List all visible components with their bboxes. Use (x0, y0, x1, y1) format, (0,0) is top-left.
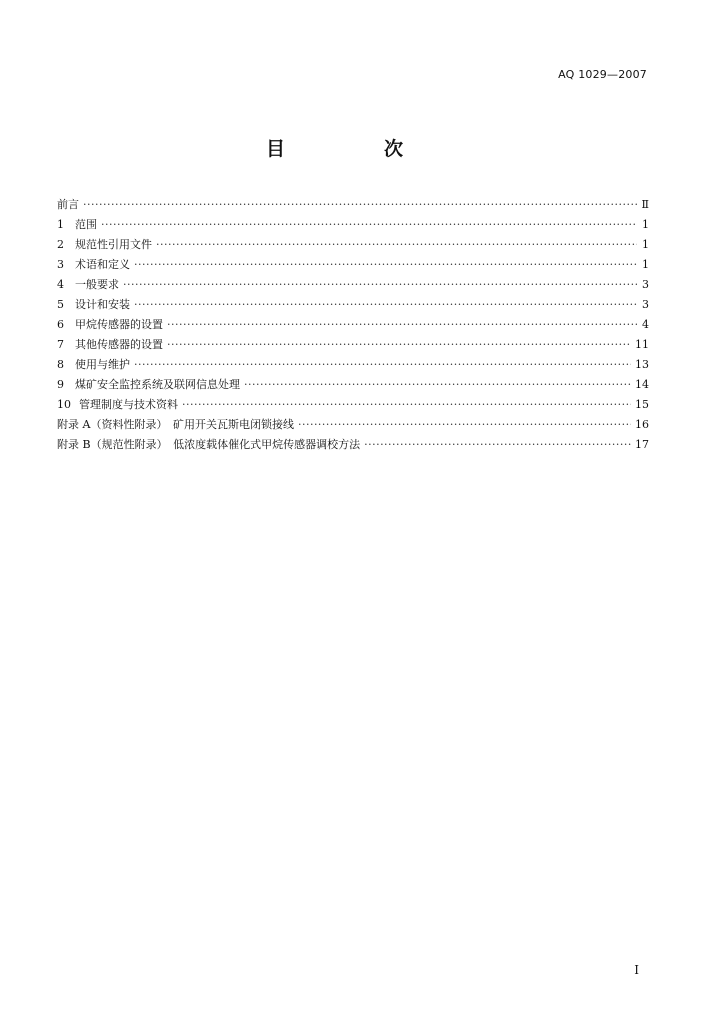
toc-entry-page: 16 (635, 418, 649, 431)
toc-entry-page: 3 (642, 298, 649, 311)
toc-entry[interactable] (57, 295, 649, 315)
toc-entry-page: 1 (642, 238, 649, 251)
toc-entry-page: 1 (642, 258, 649, 271)
toc-entry[interactable] (57, 195, 649, 215)
toc-dot-leader (101, 215, 637, 235)
toc-entry-number: 1 (57, 218, 64, 231)
toc-entry-label: 规范性引用文件 (75, 238, 152, 251)
toc-entry-number: 8 (57, 358, 64, 371)
toc-entry-label: 管理制度与技术资料 (79, 398, 178, 411)
toc-entry-number: 4 (57, 278, 64, 291)
toc-entry[interactable] (57, 375, 649, 395)
toc-entry[interactable] (57, 335, 649, 355)
toc-entry-label: 附录 B（规范性附录） 低浓度载体催化式甲烷传感器调校方法 (57, 438, 361, 451)
toc-dot-leader (364, 435, 631, 455)
toc-entry[interactable] (57, 355, 649, 375)
toc-entry-page: 14 (635, 378, 649, 391)
toc-dot-leader (298, 415, 631, 435)
toc-entry-number: 2 (57, 238, 64, 251)
toc-dot-leader (156, 235, 637, 255)
toc-entry[interactable] (57, 255, 649, 275)
toc-dot-leader (134, 295, 637, 315)
toc-dot-leader (244, 375, 631, 395)
toc-entry-page: 17 (635, 438, 649, 451)
toc-entry[interactable] (57, 435, 649, 455)
toc-entry-label: 术语和定义 (75, 258, 130, 271)
toc-entry-label: 使用与维护 (75, 358, 130, 371)
toc-entry-page: 1 (642, 218, 649, 231)
toc-entry-label: 煤矿安全监控系统及联网信息处理 (75, 378, 240, 391)
toc-entry-page: 4 (642, 318, 649, 331)
toc-entry[interactable] (57, 215, 649, 235)
toc-entry-page: 3 (642, 278, 649, 291)
toc-entry-label: 其他传感器的设置 (75, 338, 163, 351)
toc-entry-number: 7 (57, 338, 64, 351)
toc-entry[interactable] (57, 315, 649, 335)
toc-entry-label: 一般要求 (75, 278, 119, 291)
toc-dot-leader (167, 315, 637, 335)
toc-entry[interactable] (57, 395, 649, 415)
table-of-contents (57, 195, 649, 455)
toc-dot-leader (123, 275, 637, 295)
toc-entry[interactable] (57, 275, 649, 295)
toc-entry-label: 前言 (57, 198, 79, 211)
toc-entry[interactable] (57, 235, 649, 255)
toc-entry-page: 15 (635, 398, 649, 411)
toc-dot-leader (182, 395, 631, 415)
toc-entry-page: Ⅱ (641, 198, 649, 211)
toc-entry[interactable] (57, 415, 649, 435)
toc-dot-leader (134, 255, 637, 275)
toc-entry-label: 甲烷传感器的设置 (75, 318, 163, 331)
toc-entry-number: 6 (57, 318, 64, 331)
toc-entry-number: 5 (57, 298, 64, 311)
toc-entry-label: 范围 (75, 218, 97, 231)
toc-entry-label: 设计和安装 (75, 298, 130, 311)
toc-entry-number: 3 (57, 258, 64, 271)
page-number: I (634, 963, 639, 977)
toc-dot-leader (83, 195, 637, 215)
toc-entry-page: 13 (635, 358, 649, 371)
toc-dot-leader (167, 335, 631, 355)
toc-entry-number: 9 (57, 378, 64, 391)
toc-dot-leader (134, 355, 631, 375)
toc-entry-number: 10 (57, 398, 71, 411)
toc-entry-page: 11 (635, 338, 649, 351)
toc-entry-label: 附录 A（资料性附录） 矿用开关瓦斯电闭锁接线 (57, 418, 294, 431)
document-code: AQ 1029—2007 (558, 68, 647, 81)
page-title: 目 次 (265, 138, 443, 160)
